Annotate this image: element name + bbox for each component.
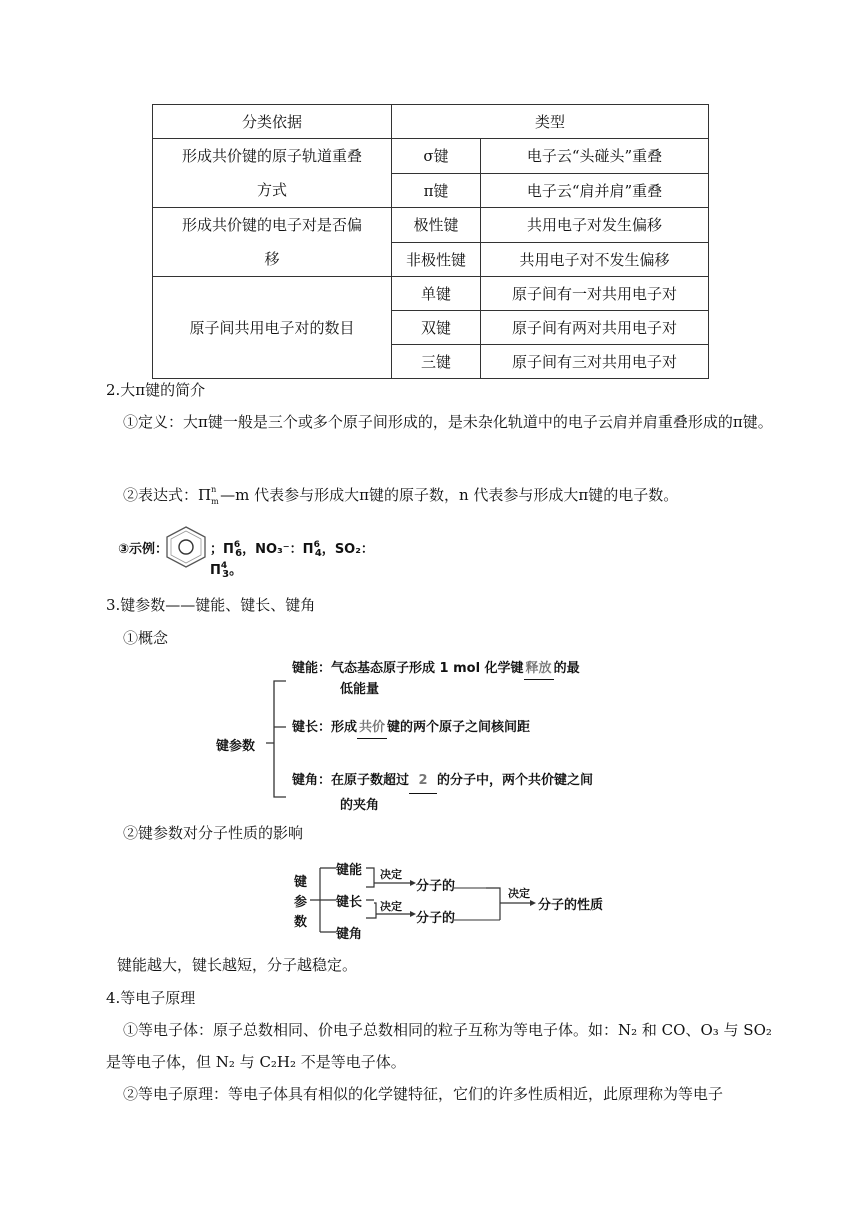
basis-text: 形成共价键的电子对是否偏 <box>181 216 362 234</box>
diagram-left-label: 键参数 <box>294 875 308 930</box>
bond-desc: 共用电子对不发生偏移 <box>481 242 709 277</box>
expr-sub: m <box>211 497 219 506</box>
basis-text: 方式 <box>256 181 287 199</box>
brace-icon <box>264 655 294 815</box>
diagram-item: 键能 <box>336 863 363 878</box>
bond-desc: 原子间有两对共用电子对 <box>481 311 709 345</box>
table-basis-cell <box>153 208 392 277</box>
bond-desc: 原子间有三对共用电子对 <box>481 345 709 379</box>
bond-name: 三键 <box>392 345 481 379</box>
expr-label: ②表达式： <box>123 486 199 504</box>
bond-desc: 电子云“头碰头”重叠 <box>481 139 709 174</box>
decide-label: 决定 <box>380 900 402 913</box>
bond-name: π键 <box>392 173 481 208</box>
section-3-title: 3.键参数——键能、键长、键角 <box>106 596 316 614</box>
sec2-definition <box>106 406 786 438</box>
diagram-item: 键长 <box>336 895 363 910</box>
decide-label: 决定 <box>380 868 402 881</box>
table-header-type: 类型 <box>392 105 709 139</box>
example-item: ；$\Pi^6_6$，NO₃⁻：$\Pi^6_4$，SO₂：$\Pi^4_3$。 <box>210 540 374 580</box>
bond-desc: 共用电子对发生偏移 <box>481 208 709 243</box>
bond-name: 单键 <box>392 277 481 311</box>
table-header-basis: 分类依据 <box>153 105 392 139</box>
bond-desc: 原子间有一对共用电子对 <box>481 277 709 311</box>
bond-parameter-concept-diagram <box>214 655 654 815</box>
brace-label: 键参数 <box>216 739 256 754</box>
sec2-expression <box>123 485 678 505</box>
sec4-p1: ①等电子体：原子总数相同、价电子总数相同的粒子互称为等电子体。如：N₂ 和 CO、O₃ 与 SO₂ 是等电子体，但 N₂ 与 C₂H₂ 不是等电子体。 <box>106 1021 772 1071</box>
molecule-label: 分子的 <box>416 879 456 894</box>
benzene-ring-icon <box>162 524 210 570</box>
bond-parameter-effect-diagram <box>290 855 610 945</box>
def-label: ①定义： <box>123 413 184 431</box>
sec4-p2: ②等电子原理：等电子体具有相似的化学键特征，它们的许多性质相近，此原理称为等电子 <box>123 1085 724 1103</box>
length-def: 键长：形成 共价 键的两个原子之间核间距 <box>292 718 530 739</box>
bond-name: 双键 <box>392 311 481 345</box>
decide-label: 决定 <box>508 887 530 900</box>
bond-name: 非极性键 <box>392 242 481 277</box>
bond-name: σ键 <box>392 139 481 174</box>
basis-text: 移 <box>264 250 280 268</box>
molecule-label: 分子的 <box>416 911 456 926</box>
example-label: ③示例： <box>118 542 169 557</box>
table-basis-cell <box>153 139 392 208</box>
basis-text: 原子间共用电子对的数目 <box>189 319 355 337</box>
pi-symbol: Π <box>198 486 212 504</box>
section-2-title: 2.大π键的简介 <box>106 381 206 399</box>
energy-def: 键能：气态基态原子形成 1 mol 化学键 释放 的最 低能量 <box>292 661 580 697</box>
def-text: 大π键一般是三个或多个原子间形成的，是未杂化轨道中的电子云肩并肩重叠形成的π键。 <box>183 413 773 431</box>
table-basis-cell <box>153 277 392 379</box>
conclusion: 键能越大，键长越短，分子越稳定。 <box>117 956 358 974</box>
basis-text: 形成共价键的原子轨道重叠 <box>181 147 362 165</box>
effect-label: ②键参数对分子性质的影响 <box>123 824 304 842</box>
expr-text: —m 代表参与形成大π键的原子数，n 代表参与形成大π键的电子数。 <box>220 486 679 504</box>
bond-classification-table <box>152 104 709 379</box>
sec2-example <box>118 524 388 580</box>
expr-sup: n <box>211 485 217 494</box>
bond-desc: 电子云“肩并肩”重叠 <box>481 173 709 208</box>
section-4-title: 4.等电子原理 <box>106 989 196 1007</box>
angle-def: 键角：在原子数超过 2 的分子中，两个共价键之间 的夹角 <box>292 769 593 818</box>
bond-name: 极性键 <box>392 208 481 243</box>
result-label: 分子的性质 <box>538 898 604 913</box>
diagram-item: 键角 <box>336 927 363 942</box>
concept-label: ①概念 <box>123 629 169 647</box>
